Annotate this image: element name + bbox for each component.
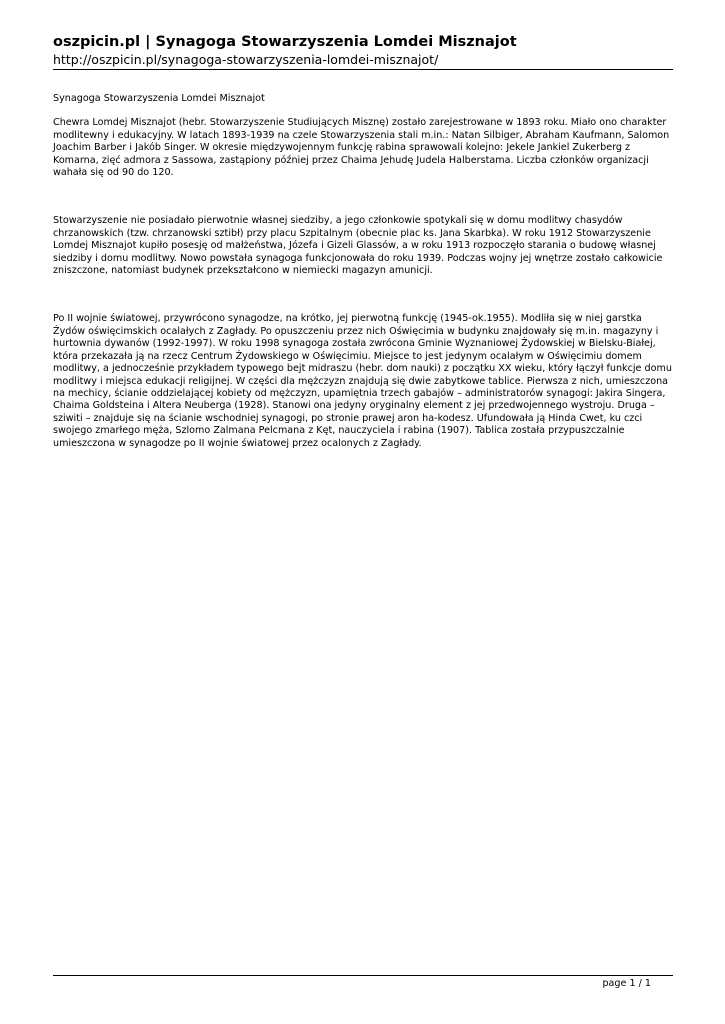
article-paragraph-1: Chewra Lomdej Misznajot (hebr. Stowarzyszenie Studiujących Misznę) zostało zarejestrowane w 1893 roku. Miało ono charakter modlitewny i edukacyjny. W latach 1893-1939 na czele Stowarzyszenia stali m.in.: Natan Silbiger, Abraham Kaufmann, Salomon Joachim Barber i Jakób Singer. W okresie międzywojennym funkcję rabina sprawowali kolejno: Jekele Jankiel Zukerberg z Komarna, zięć admora z Sassowa, zastąpiony później przez Chaima Jehudę Judela Halberstama. Liczba członków organizacji wahała się od 90 do 120. [53,117,670,179]
article-title: Synagoga Stowarzyszenia Lomdei Misznajot [53,93,265,104]
site-title: oszpicin.pl | Synagoga Stowarzyszenia Lomdei Misznajot [53,34,517,50]
page-url: http://oszpicin.pl/synagoga-stowarzyszenia-lomdei-misznajot/ [53,52,439,67]
page-number: page 1 / 1 [602,978,651,989]
article-paragraph-2: Stowarzyszenie nie posiadało pierwotnie własnej siedziby, a jego członkowie spotykali się w domu modlitwy chasydów chrzanowskich (tzw. chrzanowski sztibł) przy placu Szpitalnym (obecnie plac ks. Jana Skarbka). W roku 1912 Stowarzyszenie Lomdej Misznajot kupiło posesję od małżeństwa, Józefa i Gizeli Glassów, a w roku 1913 rozpoczęło starania o budowę własnej siedziby i domu modlitwy. Nowo powstała synagoga funkcjonowała do roku 1939. Podczas wojny jej wnętrze zostało całkowicie zniszczone, natomiast budynek przekształcono w niemiecki magazyn amunicji. [53,215,663,277]
article-paragraph-3: Po II wojnie światowej, przywrócono synagodze, na krótko, jej pierwotną funkcję (1945-ok.1955). Modliła się w niej garstka Żydów oświęcimskich ocalałych z Zagłady. Po opuszczeniu przez nich Oświęcimia w budynku znajdowały się m.in. magazyny i hurtownia dywanów (1992-1997). W roku 1998 synagoga została zwrócona Gminie Wyznaniowej Żydowskiej w Bielsku-Białej, która przekazała ją na rzecz Centrum Żydowskiego w Oświęcimiu. Miejsce to jest jedynym ocalałym w Oświęcimiu domem modlitwy, a jednocześnie przykładem typowego bejt midraszu (hebr. dom nauki) z początku XX wieku, który łączył funkcje domu modlitwy i miejsca edukacji religijnej. W części dla mężczyzn znajdują się dwie zabytkowe tablice. Pierwsza z nich, umieszczona na mechicy, ścianie oddzielającej kobiety od mężczyzn, upamiętnia trzech gabajów – administratorów synagogi: Jakira Singera, Chaima Goldsteina i Altera Neuberga (1928). Stanowi ona jedyny oryginalny element z jej przedwojennego wystroju. Druga – sziwiti – znajduje się na ścianie wschodniej synagogi, po stronie prawej aron ha-kodesz. Ufundowała ją Hinda Cwet, ku czci swojego zmarłego męża, Szlomo Zalmana Pelcmana z Kęt, nauczyciela i rabina (1907). Tablica została przypuszczalnie umieszczona w synagodze po II wojnie światowej przez ocalonych z Zagłady. [53,313,672,449]
footer-divider [53,975,673,976]
page-header [53,33,673,68]
header-divider [53,69,673,70]
article-body [53,93,673,486]
